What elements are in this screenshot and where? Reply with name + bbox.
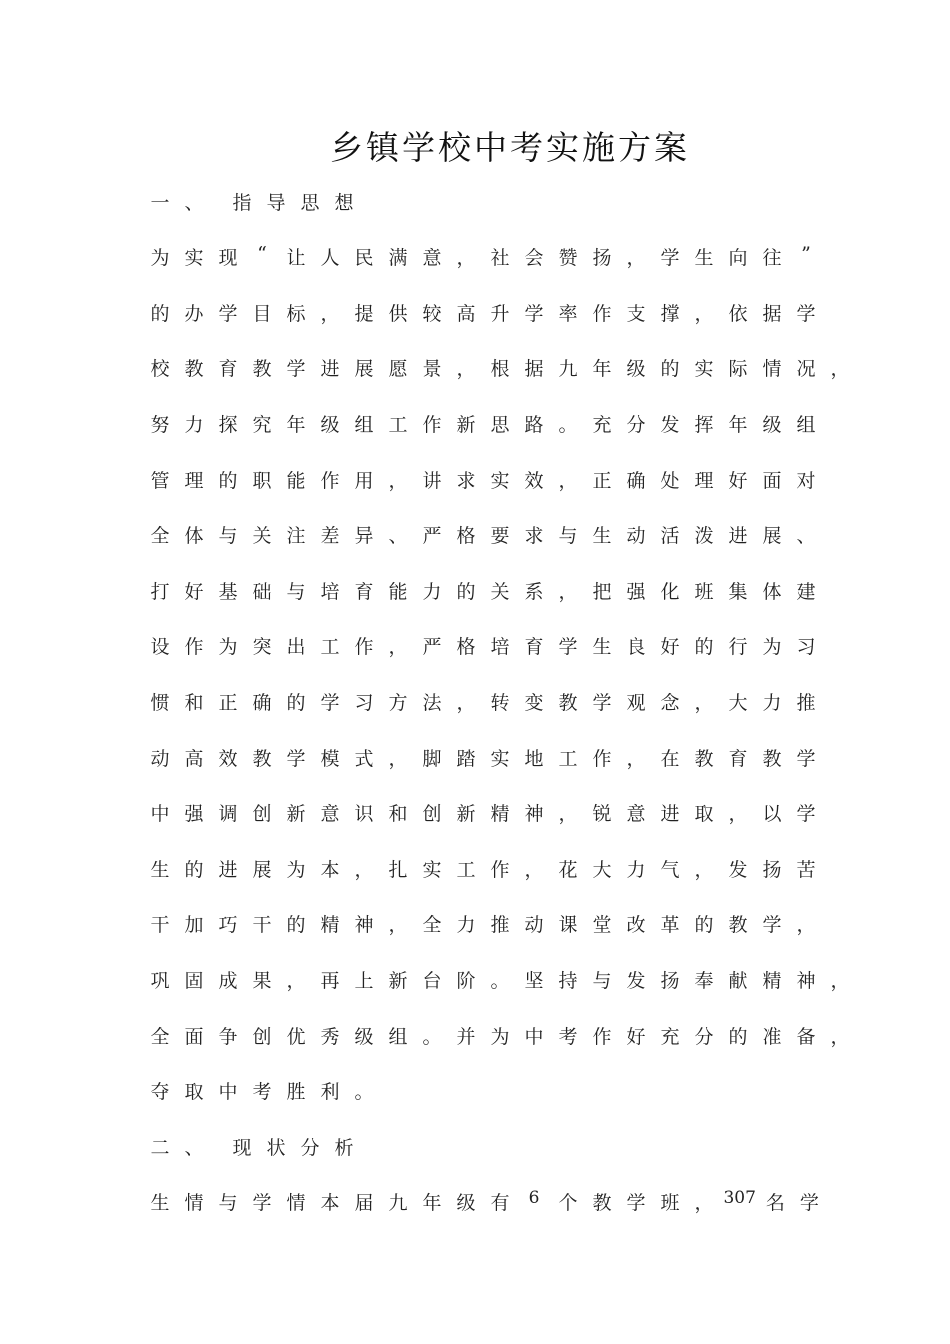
- body-text-line: [143, 353, 853, 383]
- body-text-line: [143, 686, 853, 716]
- line-text: 中 强 调 创 新 意 识 和 创 新 精 神 ， 锐 意 进 取 ， 以 学: [150, 803, 816, 826]
- body-text-line: [143, 464, 853, 494]
- line-text: 校 教 育 教 学 进 展 愿 景 ， 根 据 九 年 级 的 实 际 情 况 ，: [150, 358, 850, 381]
- document-title: 乡镇学校中考实施方案: [330, 128, 690, 167]
- line-text: 全 面 争 创 优 秀 级 组 。 并 为 中 考 作 好 充 分 的 准 备 ，: [150, 1025, 850, 1048]
- body-text-line: [143, 575, 853, 605]
- line-text: 为 实 现 “ 让 人 民 满 意 ， 社 会 赞 扬 ， 学 生 向 往 ”: [150, 243, 811, 270]
- body-text-line: [143, 798, 853, 828]
- body-text-line: [143, 408, 853, 438]
- line-text: 打 好 基 础 与 培 育 能 力 的 关 系 ， 把 强 化 班 集 体 建: [150, 580, 816, 603]
- line-text: 二 、 现 状 分 析: [150, 1136, 354, 1159]
- line-text: 生 的 进 展 为 本 ， 扎 实 工 作 ， 花 大 力 气 ， 发 扬 苦: [150, 858, 816, 881]
- line-text: 的 办 学 目 标 ， 提 供 较 高 升 学 率 作 支 撑 ， 依 据 学: [150, 302, 816, 325]
- body-text-line: [143, 1187, 853, 1217]
- line-text: 巩 固 成 果 ， 再 上 新 台 阶 。 坚 持 与 发 扬 奉 献 精 神 ，: [150, 969, 850, 992]
- body-text-line: [143, 520, 853, 550]
- line-text: 努 力 探 究 年 级 组 工 作 新 思 路 。 充 分 发 挥 年 级 组: [150, 413, 816, 436]
- body-text-line: [143, 1020, 853, 1050]
- body-text-line: [143, 909, 853, 939]
- line-text: 设 作 为 突 出 工 作 ， 严 格 培 育 学 生 良 好 的 行 为 习: [150, 636, 816, 659]
- section-heading: [143, 1131, 853, 1161]
- line-text: 惯 和 正 确 的 学 习 方 法 ， 转 变 教 学 观 念 ， 大 力 推: [150, 691, 816, 714]
- body-text-line: [143, 853, 853, 883]
- line-text: 动 高 效 教 学 模 式 ， 脚 踏 实 地 工 作 ， 在 教 育 教 学: [150, 747, 816, 770]
- body-text-line: [143, 1076, 853, 1106]
- line-text: 夺 取 中 考 胜 利 。: [150, 1081, 374, 1104]
- line-text: 全 体 与 关 注 差 异 、 严 格 要 求 与 生 动 活 泼 进 展 、: [150, 525, 816, 548]
- line-text: 干 加 巧 干 的 精 神 ， 全 力 推 动 课 堂 改 革 的 教 学 ，: [150, 914, 816, 937]
- section-heading: [143, 186, 853, 216]
- line-text: 生 情 与 学 情 本 届 九 年 级 有 6 个 教 学 班 ， 307 名 学: [150, 1188, 819, 1215]
- body-text-line: [143, 242, 853, 272]
- body-text-line: [143, 297, 853, 327]
- body-text-line: [143, 964, 853, 994]
- body-text-line: [143, 742, 853, 772]
- line-text: 一 、 指 导 思 想: [150, 191, 354, 214]
- line-text: 管 理 的 职 能 作 用 ， 讲 求 实 效 ， 正 确 处 理 好 面 对: [150, 469, 816, 492]
- body-text-line: [143, 631, 853, 661]
